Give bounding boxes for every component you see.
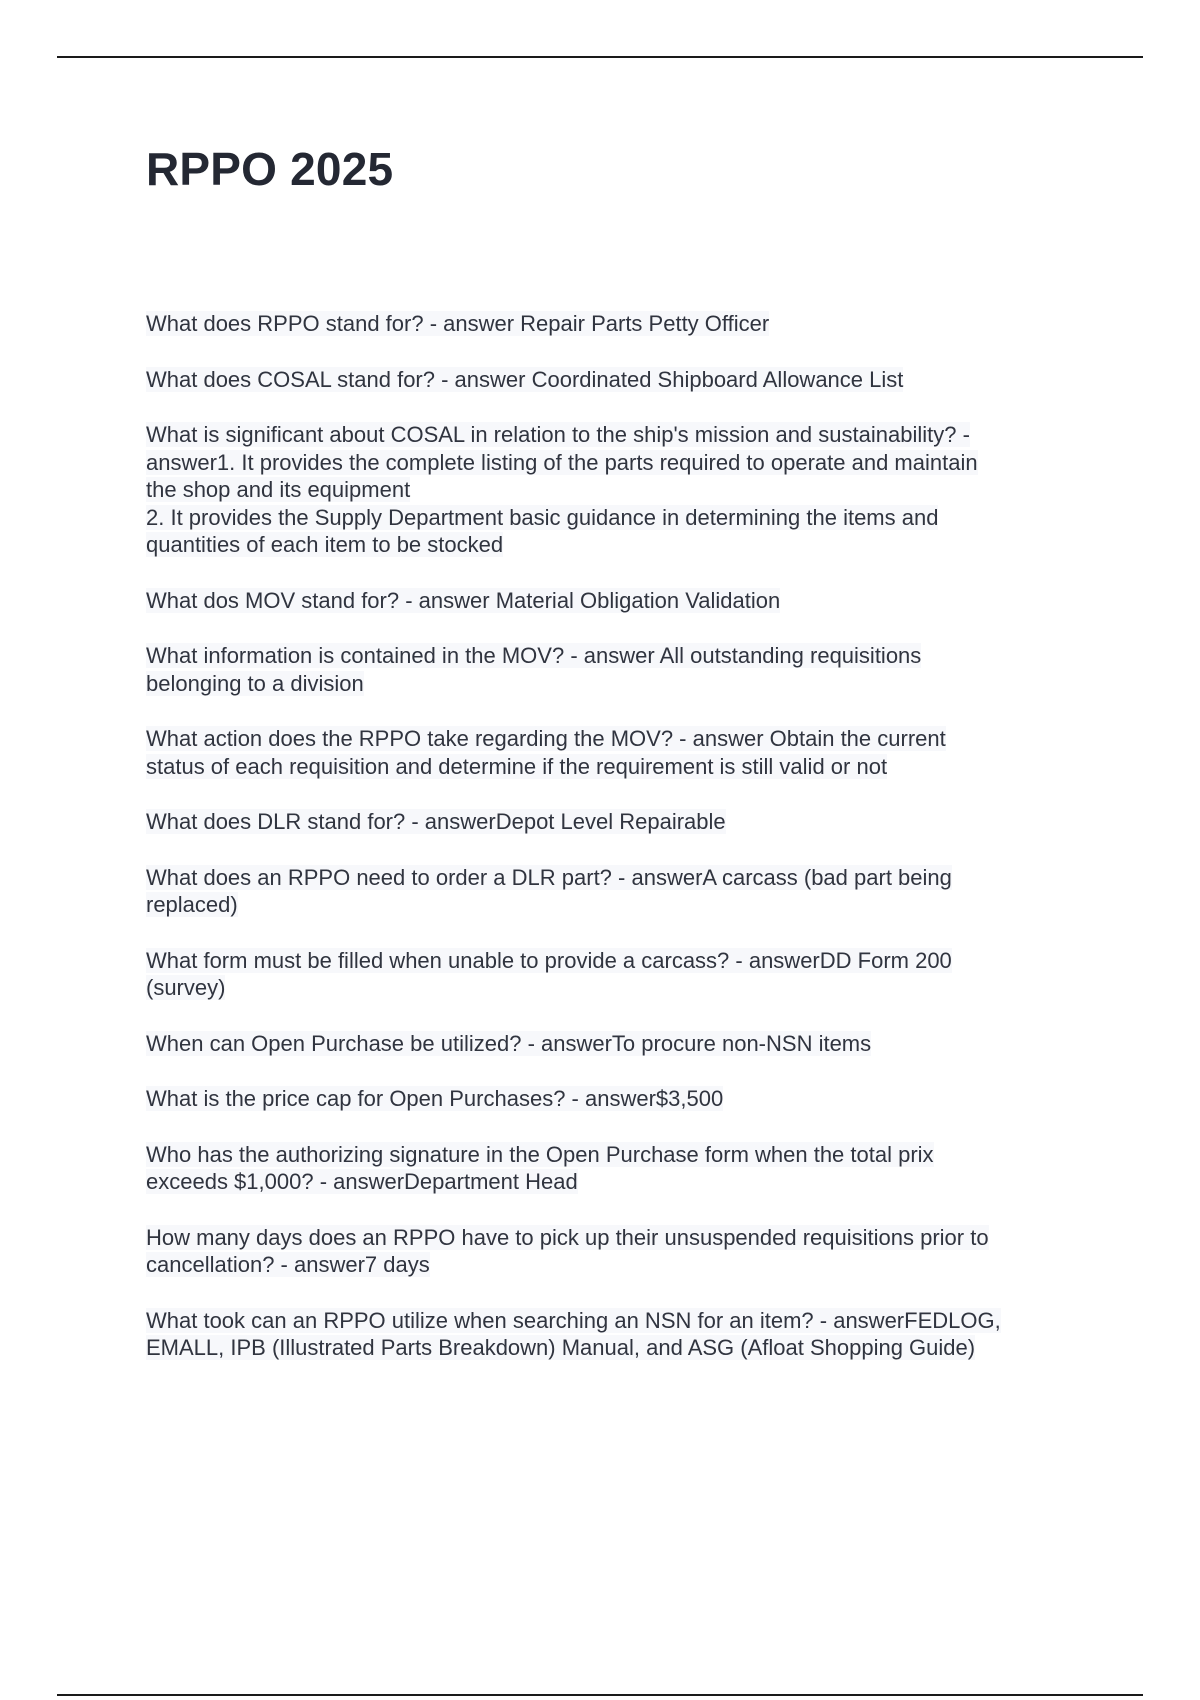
qa-item bbox=[146, 808, 1096, 836]
qa-item bbox=[146, 1030, 1096, 1058]
qa-text: What does an RPPO need to order a DLR part? - answerA carcass (bad part being replaced) bbox=[146, 864, 952, 917]
bottom-rule bbox=[57, 1694, 1143, 1696]
qa-text: What took can an RPPO utilize when searching an NSN for an item? - answerFEDLOG, EMALL, IPB (Illustrated Parts Breakdown) Manual, and ASG (Afloat Shopping Guide) bbox=[146, 1307, 1001, 1360]
qa-item bbox=[146, 366, 1096, 394]
qa-text: What information is contained in the MOV? - answer All outstanding requisitions belonging to a division bbox=[146, 643, 922, 696]
qa-text: What does COSAL stand for? - answer Coordinated Shipboard Allowance List bbox=[146, 366, 904, 392]
qa-text: What does RPPO stand for? - answer Repair Parts Petty Officer bbox=[146, 311, 770, 336]
qa-item bbox=[146, 947, 1096, 1002]
qa-item bbox=[146, 421, 1096, 559]
qa-item bbox=[146, 1141, 1096, 1196]
qa-item bbox=[146, 1085, 1096, 1113]
page-title: RPPO 2025 bbox=[146, 143, 394, 195]
qa-list bbox=[146, 310, 1096, 1390]
top-rule bbox=[57, 56, 1143, 58]
qa-text: What form must be filled when unable to provide a carcass? - answerDD Form 200 (survey) bbox=[146, 947, 952, 1000]
qa-item bbox=[146, 864, 1096, 919]
qa-text: How many days does an RPPO have to pick up their unsuspended requisitions prior to cancellation? - answer7 days bbox=[146, 1224, 989, 1277]
qa-item bbox=[146, 642, 1096, 697]
qa-item bbox=[146, 725, 1096, 780]
qa-item bbox=[146, 1224, 1096, 1279]
qa-text: What does DLR stand for? - answerDepot Level Repairable bbox=[146, 809, 726, 834]
qa-text: When can Open Purchase be utilized? - answerTo procure non-NSN items bbox=[146, 1030, 872, 1056]
qa-text: What is significant about COSAL in relation to the ship's mission and sustainability? - answer1. It provides the complete listing of the parts required to operate and maintain the shop and its equipment 2. It provides the Supply Department basic guidance in determining the items and quantities of each item to be stocked bbox=[146, 422, 978, 557]
qa-text: Who has the authorizing signature in the Open Purchase form when the total prix exceeds $1,000? - answerDepartment Head bbox=[146, 1141, 934, 1194]
qa-text: What is the price cap for Open Purchases? - answer$3,500 bbox=[146, 1086, 724, 1111]
qa-text: What dos MOV stand for? - answer Material Obligation Validation bbox=[146, 587, 781, 613]
qa-item bbox=[146, 587, 1096, 615]
qa-text: What action does the RPPO take regarding the MOV? - answer Obtain the current status of each requisition and determine if the requirement is still valid or not bbox=[146, 726, 946, 779]
qa-item bbox=[146, 310, 1096, 338]
qa-item bbox=[146, 1307, 1096, 1362]
